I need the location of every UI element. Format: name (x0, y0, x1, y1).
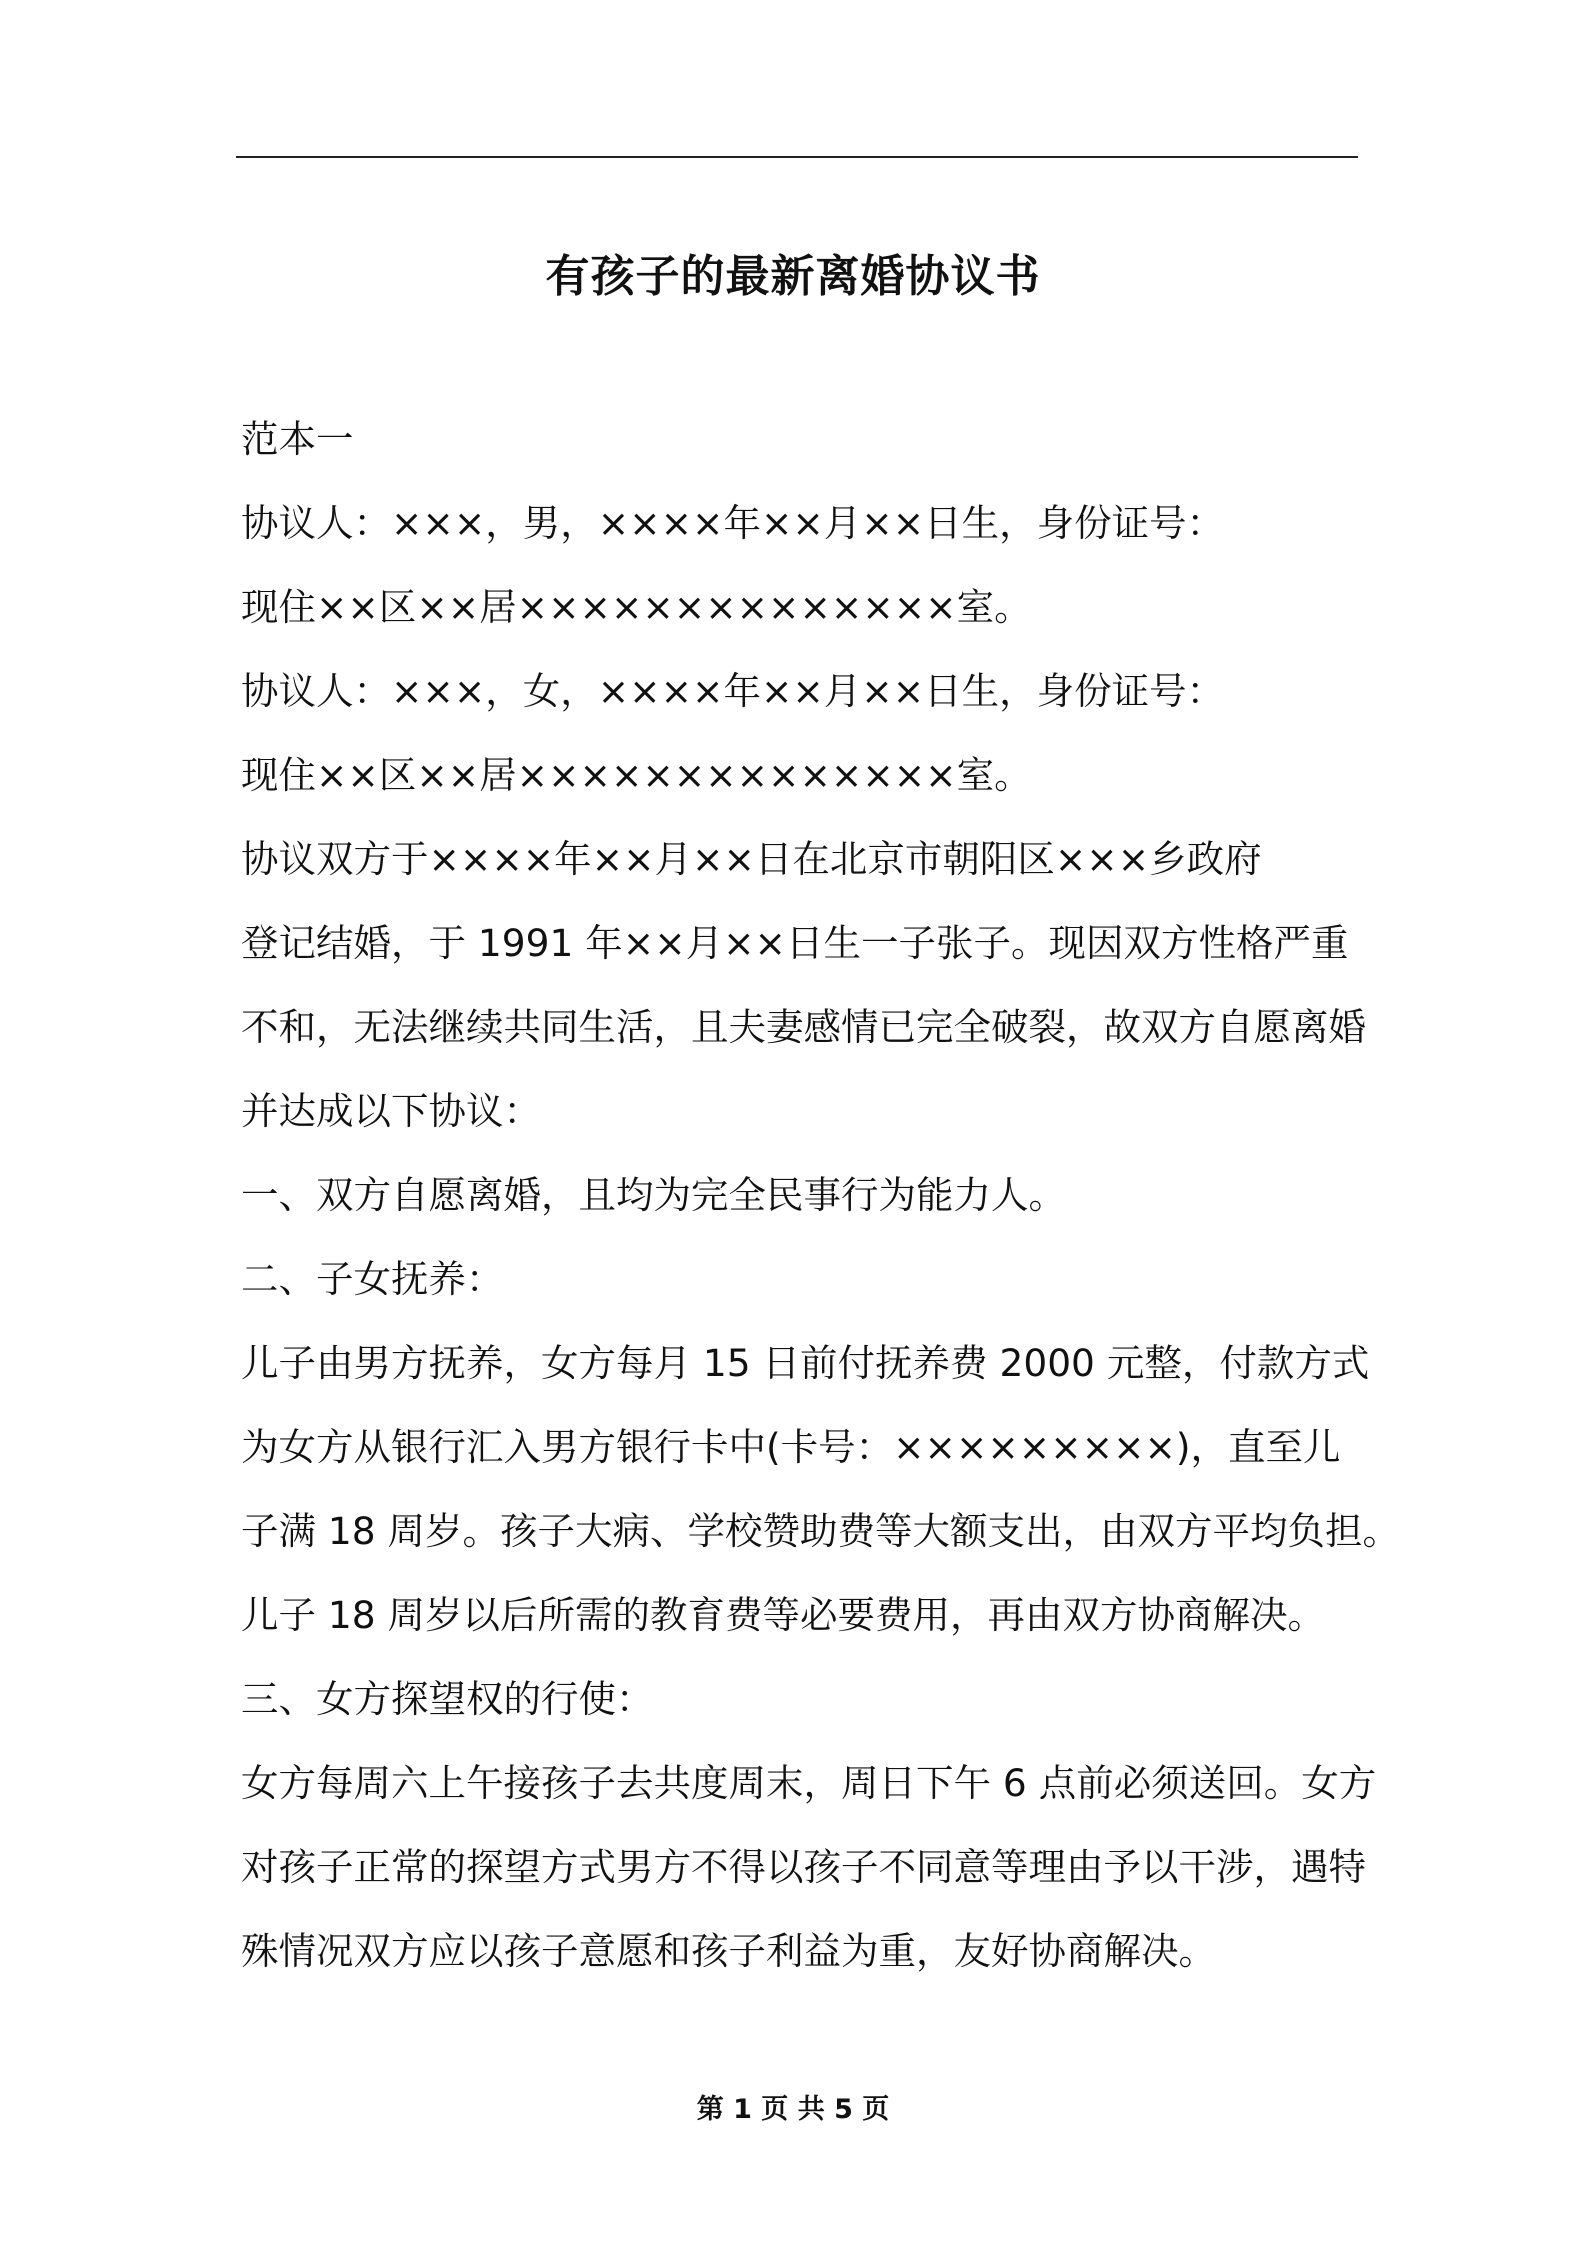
page-number-footer: 第 1 页 共 5 页 (696, 2094, 890, 2125)
paragraph-preamble: 登记结婚，于 1991 年××月××日生一子张子。现因双方性格严重 (241, 921, 1349, 965)
clause-2-body: 儿子由男方抚养，女方每月 15 日前付抚养费 2000 元整，付款方式 (241, 1341, 1370, 1385)
document-body (241, 397, 1401, 1993)
document-title: 有孩子的最新离婚协议书 (545, 251, 1041, 303)
clause-1-heading: 一、双方自愿离婚，且均为完全民事行为能力人。 (241, 1173, 1066, 1217)
clause-3-heading: 三、女方探望权的行使： (241, 1677, 654, 1721)
paragraph-party-male-address: 现住××区××居××××××××××××××室。 (241, 585, 1032, 629)
clause-2-heading: 二、子女抚养： (241, 1257, 504, 1301)
clause-2-body: 子满 18 周岁。孩子大病、学校赞助费等大额支出，由双方平均负担。 (241, 1509, 1401, 1553)
clause-2-body: 儿子 18 周岁以后所需的教育费等必要费用，再由双方协商解决。 (241, 1593, 1326, 1637)
header-rule (236, 156, 1358, 158)
paragraph-preamble: 协议双方于××××年××月××日在北京市朝阳区×××乡政府 (241, 837, 1262, 881)
paragraph-preamble: 不和，无法继续共同生活，且夫妻感情已完全破裂，故双方自愿离婚 (241, 1005, 1366, 1049)
paragraph-party-female: 协议人：×××，女，××××年××月××日生，身份证号： (241, 669, 1225, 713)
clause-3-body: 女方每周六上午接孩子去共度周末，周日下午 6 点前必须送回。女方 (241, 1761, 1377, 1805)
paragraph-template-label: 范本一 (241, 417, 354, 461)
clause-3-body: 殊情况双方应以孩子意愿和孩子利益为重，友好协商解决。 (241, 1929, 1216, 1973)
paragraph-party-female-address: 现住××区××居××××××××××××××室。 (241, 753, 1032, 797)
clause-2-body: 为女方从银行汇入男方银行卡中(卡号：×××××××××)，直至儿 (241, 1425, 1341, 1469)
paragraph-preamble: 并达成以下协议： (241, 1089, 541, 1133)
paragraph-party-male: 协议人：×××，男，××××年××月××日生，身份证号： (241, 501, 1225, 545)
clause-3-body: 对孩子正常的探望方式男方不得以孩子不同意等理由予以干涉，遇特 (241, 1845, 1366, 1889)
